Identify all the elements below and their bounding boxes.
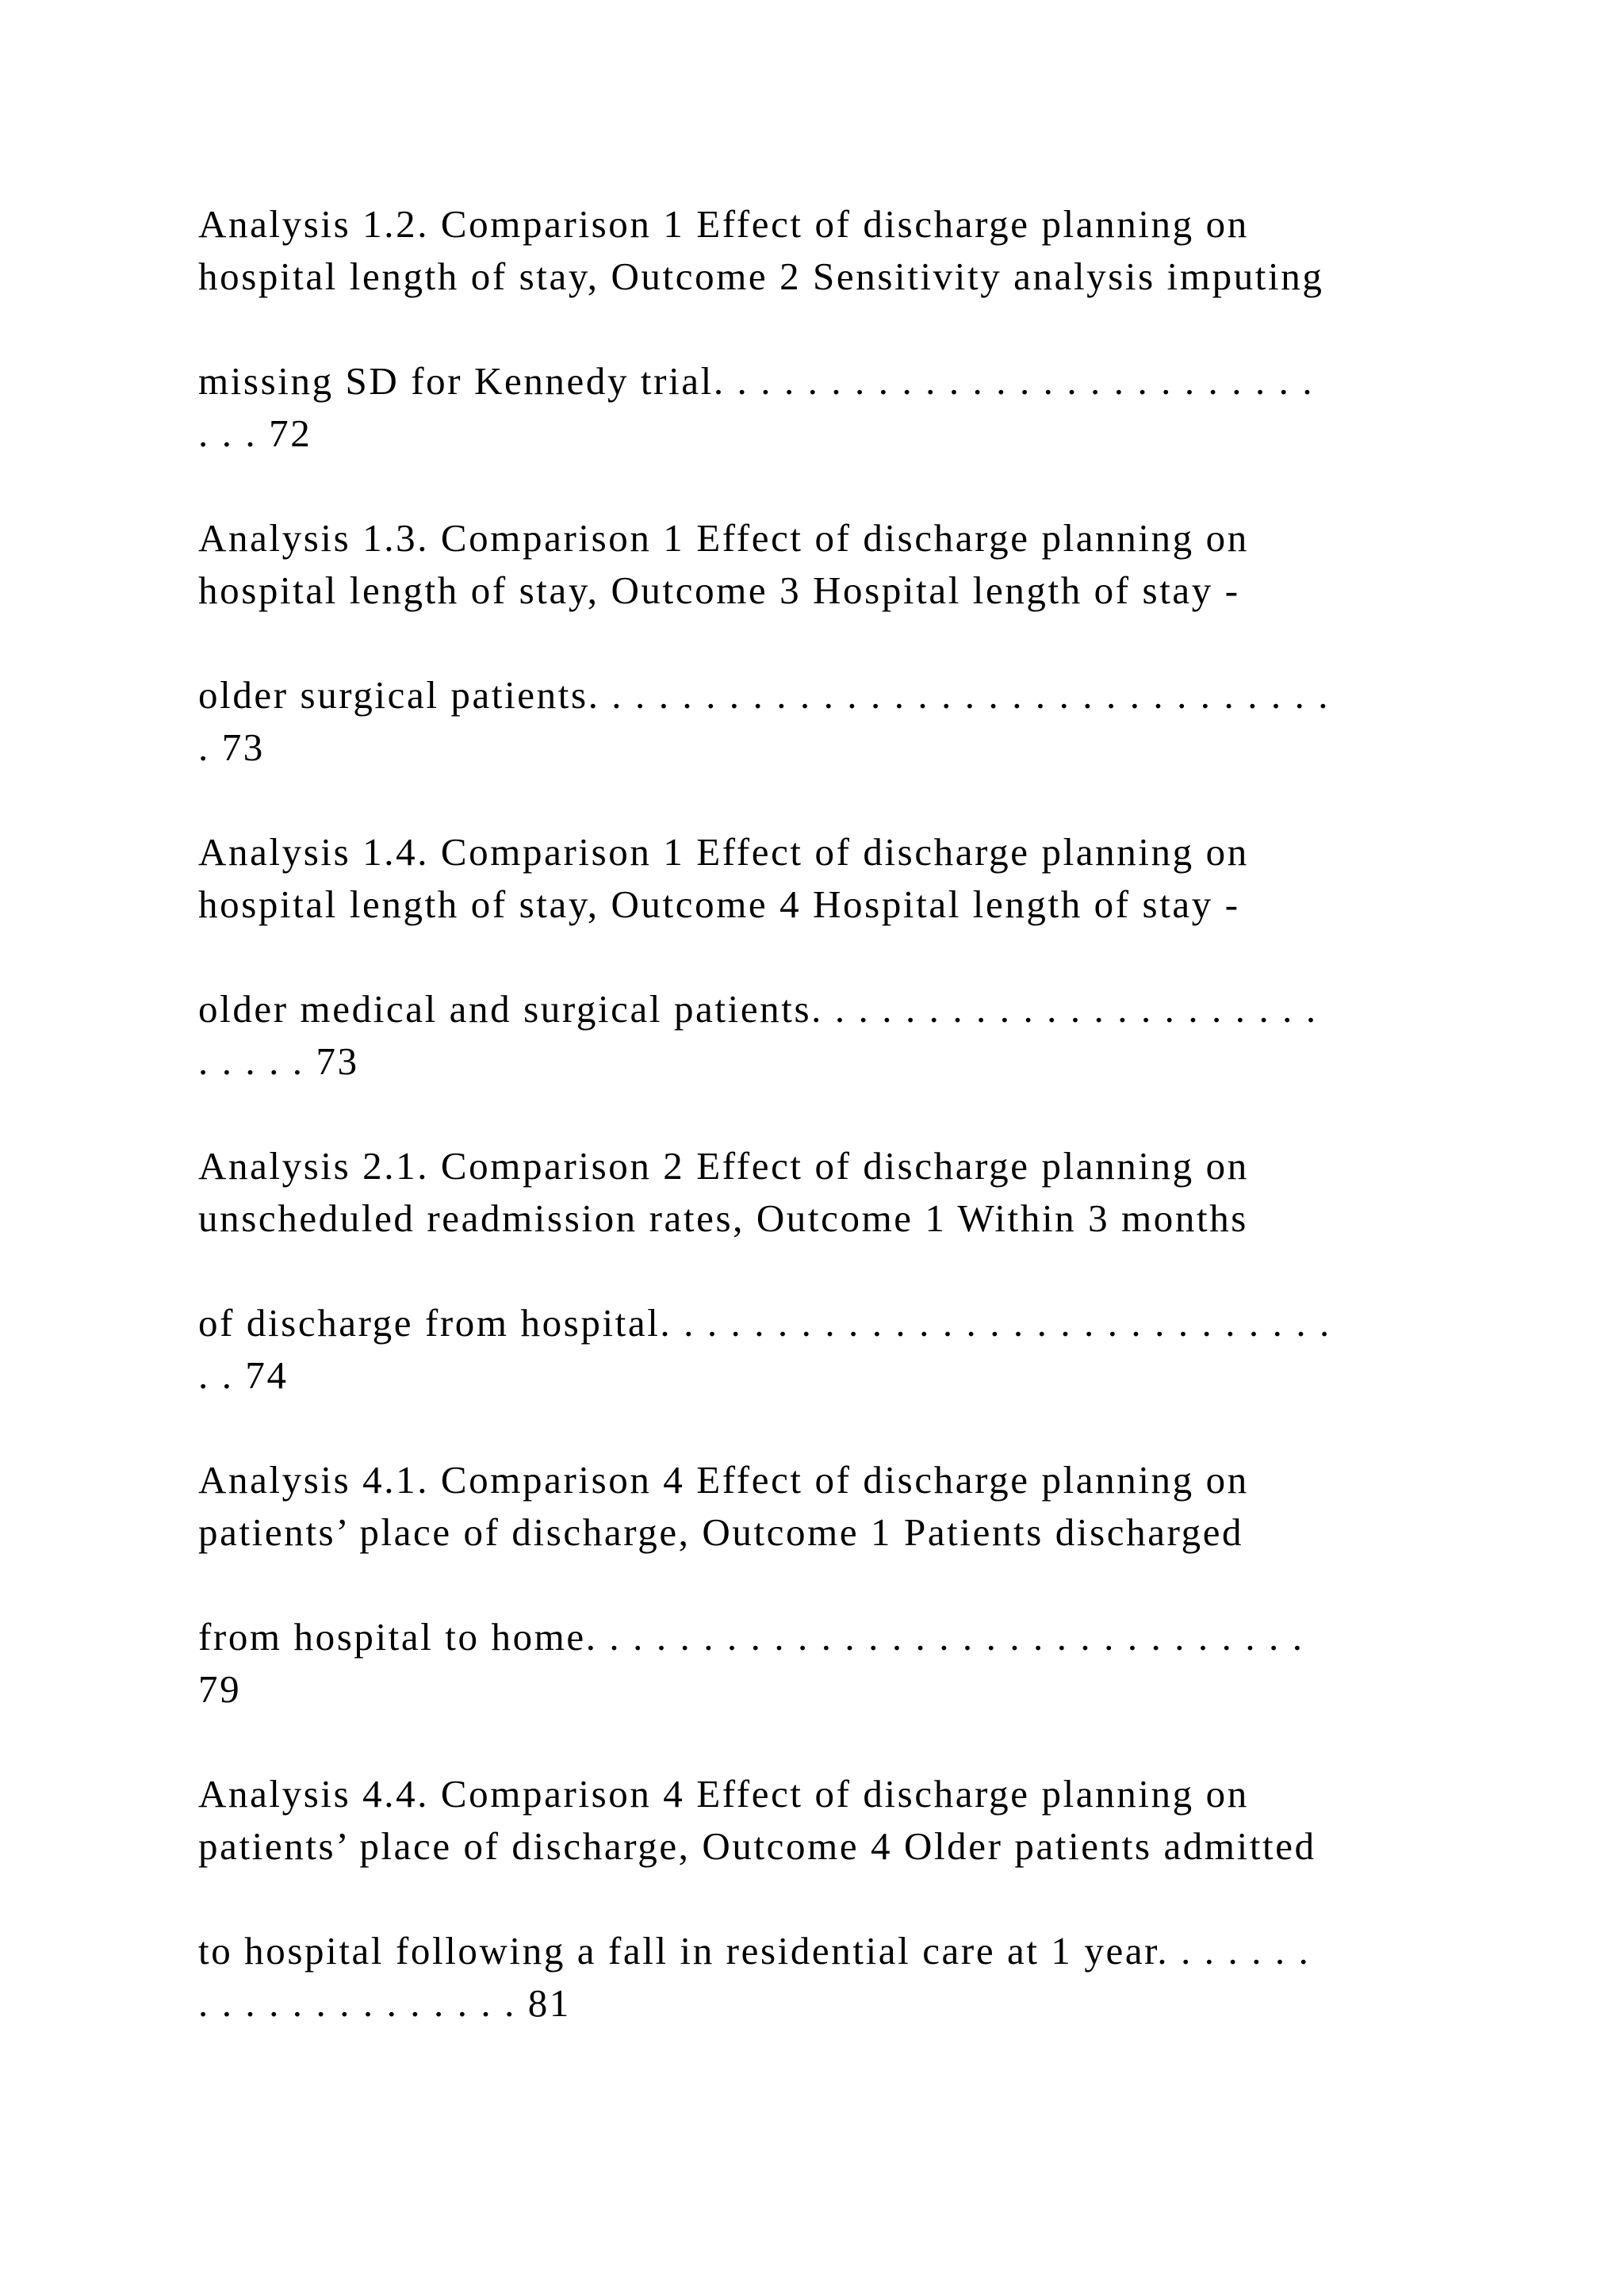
toc-entry-line: hospital length of stay, Outcome 2 Sensitivity analysis imputing	[198, 254, 1324, 298]
toc-entry-line: Analysis 4.4. Comparison 4 Effect of discharge planning on	[198, 1772, 1249, 1816]
table-of-contents	[198, 198, 1507, 2030]
toc-entry-analysis-1-2	[198, 198, 1507, 460]
toc-entry-analysis-4-4	[198, 1768, 1507, 2030]
toc-entry-analysis-1-3	[198, 512, 1507, 774]
toc-entry-line: to hospital following a fall in residential care at 1 year. . . . . . .	[198, 1929, 1311, 1973]
toc-entry-line: Analysis 4.1. Comparison 4 Effect of discharge planning on	[198, 1458, 1249, 1502]
toc-entry-line: Analysis 2.1. Comparison 2 Effect of discharge planning on	[198, 1144, 1249, 1188]
toc-entry-line: of discharge from hospital. . . . . . . . . . . . . . . . . . . . . . . . . . . . .	[198, 1301, 1331, 1345]
toc-entry-line: from hospital to home. . . . . . . . . . . . . . . . . . . . . . . . . . . . . . .	[198, 1615, 1304, 1659]
toc-entry-line: Analysis 1.2. Comparison 1 Effect of discharge planning on	[198, 202, 1249, 246]
toc-entry-page-number: . . 74	[198, 1353, 289, 1397]
toc-entry-line: older surgical patients. . . . . . . . . . . . . . . . . . . . . . . . . . . . . . . .	[198, 673, 1331, 717]
toc-entry-analysis-1-4	[198, 826, 1507, 1088]
toc-entry-page-number: . . . 72	[198, 411, 312, 455]
toc-entry-line: hospital length of stay, Outcome 4 Hospital length of stay -	[198, 882, 1240, 926]
toc-entry-page-number: . . . . . 73	[198, 1039, 359, 1083]
toc-entry-line: older medical and surgical patients. . . . . . . . . . . . . . . . . . . . . .	[198, 987, 1318, 1031]
toc-entry-line: Analysis 1.3. Comparison 1 Effect of discharge planning on	[198, 516, 1249, 560]
toc-entry-line: patients’ place of discharge, Outcome 1 Patients discharged	[198, 1510, 1244, 1554]
toc-entry-line: hospital length of stay, Outcome 3 Hospital length of stay -	[198, 568, 1240, 612]
toc-entry-line: unscheduled readmission rates, Outcome 1 Within 3 months	[198, 1196, 1248, 1240]
toc-entry-line: missing SD for Kennedy trial. . . . . . . . . . . . . . . . . . . . . . . . . .	[198, 359, 1315, 403]
toc-entry-analysis-2-1	[198, 1140, 1507, 1402]
toc-entry-page-number: . 73	[198, 725, 265, 769]
toc-entry-line: patients’ place of discharge, Outcome 4 Older patients admitted	[198, 1824, 1316, 1868]
toc-entry-page-number: 79	[198, 1667, 242, 1711]
toc-entry-line: Analysis 1.4. Comparison 1 Effect of discharge planning on	[198, 830, 1249, 874]
toc-entry-analysis-4-1	[198, 1454, 1507, 1716]
toc-entry-page-number: . . . . . . . . . . . . . . 81	[198, 1981, 571, 2025]
